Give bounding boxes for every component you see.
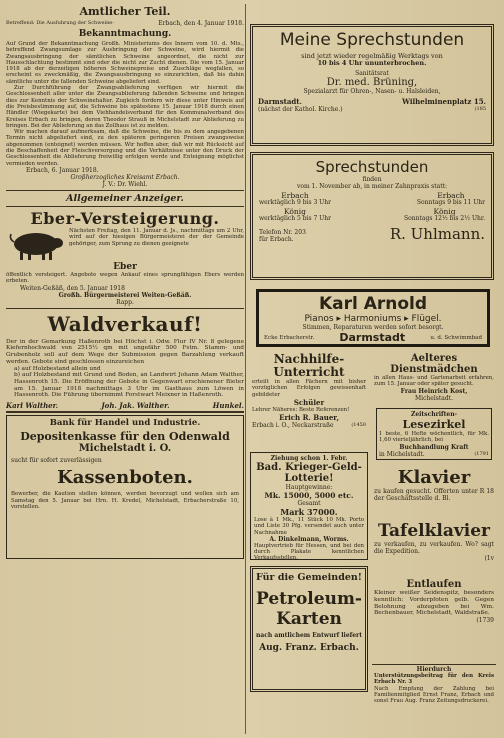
bank-ad [6,415,244,559]
ad4-title: Nachhilfe-Unterricht [273,352,345,379]
ad2-tel: Telefon Nr. 203 [259,229,306,236]
ad1-line2: 10 bis 4 Uhr ununterbrochen. [317,59,427,67]
ad2-name: R. Uhlmann. [389,225,485,243]
ad4-num: (1450 [351,422,366,429]
ad1-title: Meine Sprechstunden [279,30,465,50]
wald-ad [6,312,244,410]
ad2-e2t: Sonntags 9 bis 11 Uhr [416,199,485,206]
right-column [248,4,498,736]
ad11-title: Entlaufen [406,579,462,590]
ad10-sign: Aug. Franz. Erbach. [259,643,359,653]
ad10-big1: Petroleum- [256,589,362,609]
wald-title: Waldverkauf! [47,311,203,336]
sign-place: Erbach, 6. Januar 1918. [26,166,99,174]
notice-body-3: Wir machen darauf aufmerksam, daß die Schweine, die bis zu dem angegebenen Termin nicht abgeliefert sind, zu den späteren geringeren Preisen zwangsweise abgenommen (enteignet) werden müssen. Wir hoffen aber, daß wir mit Rücksicht auf die Beschaffenheit der Fleischversorgung und die Verhältnisse unter den Druck der Geschlossenheit die Ablieferung freiwillig erfolgen werde und Enteignung möglichst vermieden werden. [6,129,244,167]
wald-sign-3: Hunkel. [212,401,244,411]
left-column [6,4,244,736]
ad2-e1t: werktäglich 9 bis 3 Uhr [259,199,331,206]
ad5-v1: Mk. 15000, 5000 etc. [264,491,354,500]
ad1-name: Dr. med. Brüning, [326,77,418,88]
dienstmaedchen-ad [372,352,496,404]
ad7-head: Zeitschriften- [410,411,458,418]
klavier-ad [372,466,496,516]
ad6-city: Michelstadt. [415,394,453,402]
petroleum-ad [250,566,368,692]
ad3-city: Darmstadt [339,331,406,344]
bank-header: Bank für Handel und Industrie. [49,418,201,429]
ad3-line: Stimmen, Reparaturen werden sofort besorgt. [302,324,444,331]
ad5-head: Ziehung schon 1. Febr. [270,455,348,462]
ad3-items: Pianos ▸ Harmoniums ▸ Flügel. [304,314,442,324]
eber-text: Nächsten Freitag, den 11. Januar d. Js., nachmittags um 2 Uhr, wird auf der hiesigen Bürgermeisterei der der Gemeinde gehöriger, zum Sprung zu dienen geeignete [69,227,244,247]
notice-body-2: Zur Durchführung der Zwangsablieferung verfügen wir hiermit die Geschlossenheit aller unter die Zwangsablieferung fallenden Schweine und bringen dies zur Kenntnis der Schweinehalter. Zugleich fordern wir diese unter Hinweis auf die Preisbestimmung auf, die Schweine bis spätestens 15. Januar 1918 durch einen Händler (Wiegekarte) bei dem Viehhandelsverband für den Kommunalverband des Kreises Erbach zu bringen, deren Theodor Strauß in Michelstadt zur Ablieferung zu bringen. Bei der Ablieferung an das Zollhaus ist zu melden. [6,85,244,129]
ad2-e1: Erbach [281,191,309,200]
eber-sign-3: Rapp. [116,298,134,306]
ad9-num: (1v [484,555,494,562]
ad7-title: Lesezirkel [402,418,466,431]
ad5-v2: Mark 37000. [280,507,338,517]
ad1-sani: Sanitätsrat [355,70,389,77]
eber-sign-2: Großh. Bürgermeisterei Weiten-Geßäß. [58,291,192,299]
sign-name: J. V.: Dr. Wiehl. [102,180,148,188]
ad1-addr: Wilhelminenplatz 15. [402,97,486,106]
ad4-addr: Erbach i. O., Neckarstraße [252,422,334,430]
ad1-line1: sind jetzt wieder regelmäßig Werktags von [301,52,443,60]
eber-word: Eber [113,261,137,272]
ad11-text: Kleiner weißer Seidenspitz, besonders kenntlich: Vorderpfoten gelb. Gegen Belohnung abzugeben bei Wm. Bechenbauer, Michelstadt, Waldstraße. [374,590,494,617]
ad9-title: Tafelklavier [378,521,490,541]
ad4-text: erteilt in allen Fächern mit bisher vorzüglichen Erfolgen gewissenhaft gebildeter [252,379,366,398]
ad12-text2: Nach Empfang der Zahlung bei Familienmitglied Ernst Franz, Erbach und sonst Frau Aug. Franz Zeitungsdruckerei. [374,685,494,705]
ad3-addr1: Ecke Erbacherstr. [264,334,315,341]
hierdurch-ad [372,664,496,732]
eber-title: Eber-Versteigerung. [30,208,220,228]
bank-job: Kassenboten. [57,467,193,489]
ad7-num: (1791 [474,450,489,457]
arnold-ad [256,289,490,347]
section-title: Amtlicher Teil. [79,5,171,18]
ad3-addr2: u. d. Schwimmbad [430,334,482,341]
uhlmann-ad [250,152,494,280]
bank-seek: sucht für sofort zuverlässigen [11,457,102,465]
ad7-name: Buchhandlung Kraft [399,443,469,451]
ad9-text: zu verkaufen, zu verkaufen. Wo? sagt die Expedition. [374,541,494,555]
entlaufen-ad [372,578,496,658]
ad10-text: nach amtlichem Entwurf liefert [256,632,362,639]
column-divider [245,4,246,734]
place-date: Erbach, den 4. Januar 1918. [158,20,244,27]
notice-body: Auf Grund der Bekanntmachung Großh. Ministeriums des Innern vom 10. d. Mts., betreffend Zwangsumlage zur Ausbringung der Schweine, wird hiermit die Zwangsausbringung der sämtlichen Schweine angeordnet, die nicht zur Hausschlachtung bestimmt sind oder die nicht zur Zucht dienen. Die vom 15. Januar 1918 ab der derzeitigen höheren Schweinepreise und Zuschläge wegfallen, so erscheint es zweckmäßig, die Zwangsausbringung so einzurichten, daß bis dahin sämtliche unter die fallenden Schweine abgeliefert sind. [6,41,244,85]
eber-text-2: öffentlich versteigert. Angebote wegen Ankauf eines sprungfähigen Ebers werden erbeten. [6,271,244,285]
bruening-ad [250,24,494,146]
ad8-text: zu kaufen gesucht. Offerten unter R 18 der Geschäftsstelle d. Bl. [374,488,494,502]
ad2-k1: König [284,207,306,216]
ad12-text: Unterstützungsbeitrag für den Kreis Erbach Nr. 3 [374,673,494,686]
wald-text: Der in der Gemarkung Haßenroth bei Höchst i. Odw. Flur IV Nr. 8 gelegene Kiefernhochwald von 2515½ qm mit ungefähr 500 Fstm. Stamm- und Grubenholz soll auf dem Wege der Submission gegen Barzahlung verkauft werden. Gebote sind geschlossen einzureichen [6,338,244,365]
ad2-date: vom 1. November ab, in meiner Zahnpraxis statt: [296,183,448,190]
pig-icon [6,228,66,262]
betreff-label: Betreffend: Die Ausfuhrung der Schweine- [6,20,114,26]
ad11-num: (1739 [476,617,494,625]
ad1-num: (185 [474,106,486,112]
ad2-finden: finden [362,176,382,183]
ad8-title: Klavier [397,467,471,488]
ad2-k2t: Sonntags 12½ bis 2½ Uhr. [404,215,485,222]
ad6-text: in allen Haus- und Gartenarbeit erfahren, zum 15. Januar oder später gesucht. [374,375,494,388]
lesezirkel-ad [376,408,492,460]
ad5-text: Lose à 1 Mk., 11 Stück 10 Mk. Porto und Liste 30 Pfg. versendet auch unter Nachnahme [254,517,364,536]
anzeiger-title: Allgemeiner Anzeiger. [66,192,184,204]
wald-b: b) auf Holzbestand mit Grund und Boden, an Landwirt Johann Adam Walther, Hassenroth 15. Die Eröffnung der Gebote in Gegenwart erschienener Bieter am 15. Januar 1918 nachmittags 3 Uhr im Gasthaus zum Löwen in Hassenroth. Die Führung übernimmt Forstwart Meixner in Haßenroth. [14,372,244,399]
bank-title: Depositenkasse für den Odenwald [20,430,230,444]
bank-text: Bewerber, die Kaution stellen können, werden bevorzugt und wollen sich am Samstag den 5. Januar bei Hrn. H. Kredel, Michelstadt, Erbacherstraße 10, vorstellen. [11,491,239,510]
ad5-title: Bad. Krieger-Geld-Lotterie! [256,462,362,484]
ad4-word: Schüler [293,397,325,407]
ad10-big2: Karten [276,609,342,629]
ad4-name: Erich R. Bauer, [279,413,339,423]
eber-sign: Weiten-Geßäß, den 5. Januar 1918 [20,284,125,292]
ad1-note: (nächst der Kathol. Kirche.) [258,106,343,113]
ad3-name: Karl Arnold [318,294,428,314]
ad2-title: Sprechstunden [315,158,429,176]
ad5-name: A. Dinkelmann, Worms. [269,535,349,543]
ad5-text2: Hauptvertrieb für Hessen, und bei den durch Plakate kenntlichen Verkaufsstellen. [254,542,364,562]
ad7-text: 1 beste, 6 Hefte wöchentlich, für Mk. 1,60 vierteljährlich, bei [379,431,489,444]
ad6-title: Aelteres Dienstmädchen [390,353,478,375]
sign-office: Großherzogliches Kreisamt Erbach. [70,173,180,181]
ad1-city: Darmstadt. [258,97,302,106]
wald-a: a) auf Holzbestand allein und [14,365,101,372]
ad6-name: Frau Heinrich Kost, [400,387,468,395]
ad2-k2: König [433,207,456,216]
ad2-telc: für Erbach. [259,236,294,243]
notice-title: Bekanntmachung. [78,29,172,39]
ad5-h2: Gesamt [297,500,321,507]
ad5-h1: Hauptgewinne: [285,484,333,491]
bank-city: Michelstadt i. O. [78,443,172,455]
ad7-city: in Michelstadt. [379,450,425,458]
ad2-k1t: werktäglich 5 bis 7 Uhr [259,215,331,222]
wald-sign-1: Karl Walther. [6,401,59,411]
eber-ad [6,209,244,306]
ad4-text2: Lehrer Näheres: Beste Referenzen! [252,406,350,413]
ad12-head: Hierdurch [416,666,452,673]
wald-sign-2: Joh. Jak. Walther. [101,401,170,411]
ad10-title: Für die Gemeinden! [256,572,362,583]
lotterie-ad [250,452,368,560]
ad1-spec: Spezialarzt für Ohren-, Nasen- u. Halsleiden, [303,88,441,95]
ad2-e2: Erbach [437,191,465,200]
nachhilfe-ad [250,352,368,448]
tafelklavier-ad [372,520,496,572]
